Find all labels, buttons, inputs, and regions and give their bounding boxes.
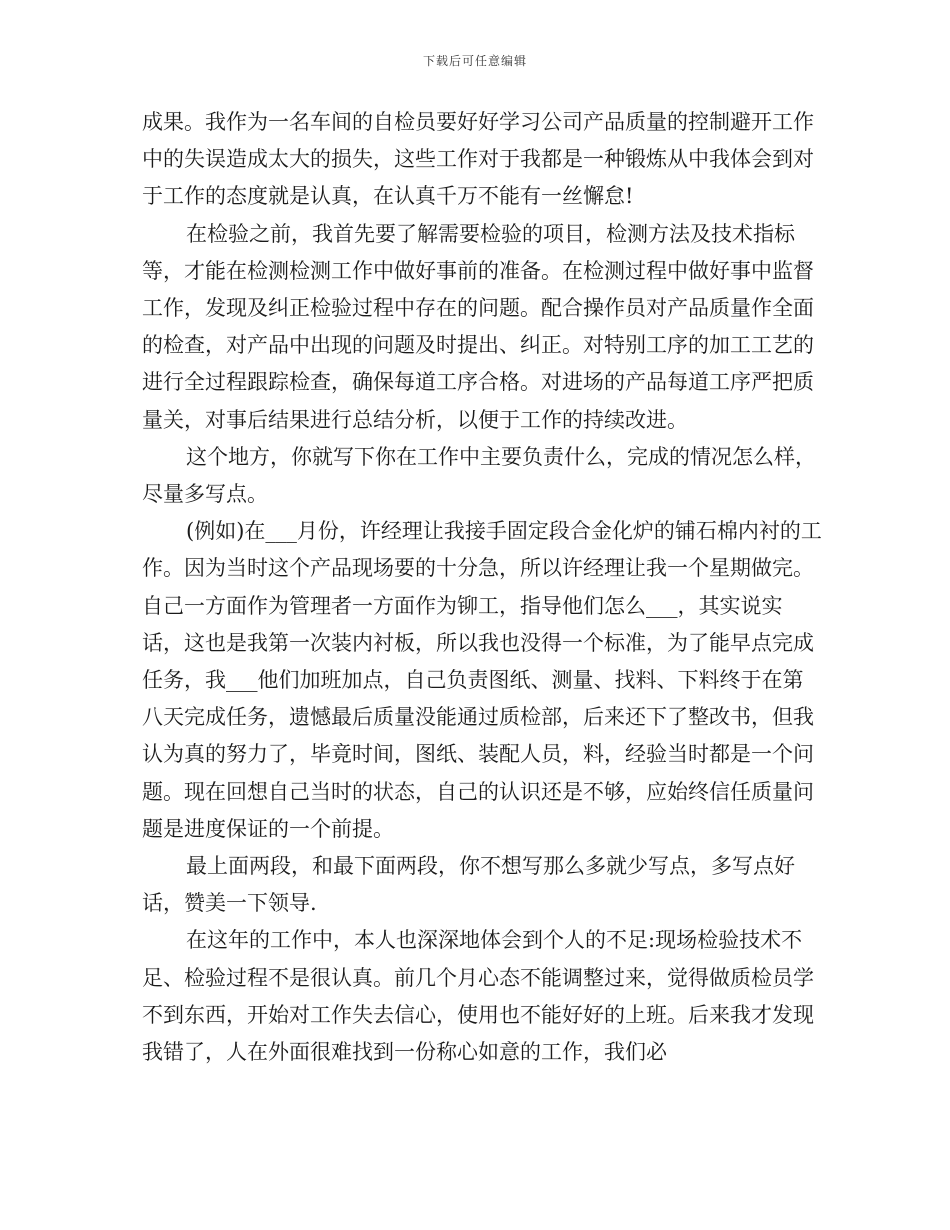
paragraph-4: (例如)在___月份，许经理让我接手固定段合金化炉的铺石棉内衬的工作。因为当时这个产品现场要的十分急，所以许经理让我一个星期做完。自己一方面作为管理者一方面作为铆工，指导他们怎么___，其实说实话，这也是我第一次装内衬板，所以我也没得一个标准，为了能早点完成任务，我___他们加班加点，自己负责图纸、测量、找料、下料终于在第八天完成任务，遗憾最后质量没能通过质检部，后来还下了整改书，但我认为真的努力了，毕竟时间，图纸、装配人员，料，经验当时都是一个问题。现在回想自己当时的状态，自己的认识还是不够，应始终信任质量问题是进度保证的一个前提。 xyxy=(142,519,822,841)
document-body xyxy=(142,104,822,1071)
page-header: 下载后可任意编辑 xyxy=(422,54,527,68)
paragraph-6: 在这年的工作中，本人也深深地体会到个人的不足:现场检验技术不足、检验过程不是很认真。前几个月心态不能调整过来，觉得做质检员学不到东西，开始对工作失去信心，使用也不能好好的上班。后来我才发现我错了，人在外面很难找到一份称心如意的工作，我们必 xyxy=(142,928,814,1065)
paragraph-2: 在检验之前，我首先要了解需要检验的项目，检测方法及技术指标等，才能在检测检测工作中做好事前的准备。在检测过程中做好事中监督工作，发现及纠正检验过程中存在的问题。配合操作员对产品质量作全面的检查，对产品中出现的问题及时提出、纠正。对特别工序的加工工艺的进行全过程跟踪检查，确保每道工序合格。对进场的产品每道工序严把质量关，对事后结果进行总结分析，以便于工作的持续改进。 xyxy=(142,221,814,432)
paragraph-3: 这个地方，你就写下你在工作中主要负责什么，完成的情况怎么样，尽量多写点。 xyxy=(142,444,816,507)
paragraph-1: 成果。我作为一名车间的自检员要好好学习公司产品质量的控制避开工作中的失误造成太大的损失，这些工作对于我都是一种锻炼从中我体会到对于工作的态度就是认真，在认真千万不能有一丝懈怠! xyxy=(142,110,814,209)
paragraph-5: 最上面两段，和最下面两段，你不想写那么多就少写点，多写点好话，赞美一下领导. xyxy=(142,854,795,916)
